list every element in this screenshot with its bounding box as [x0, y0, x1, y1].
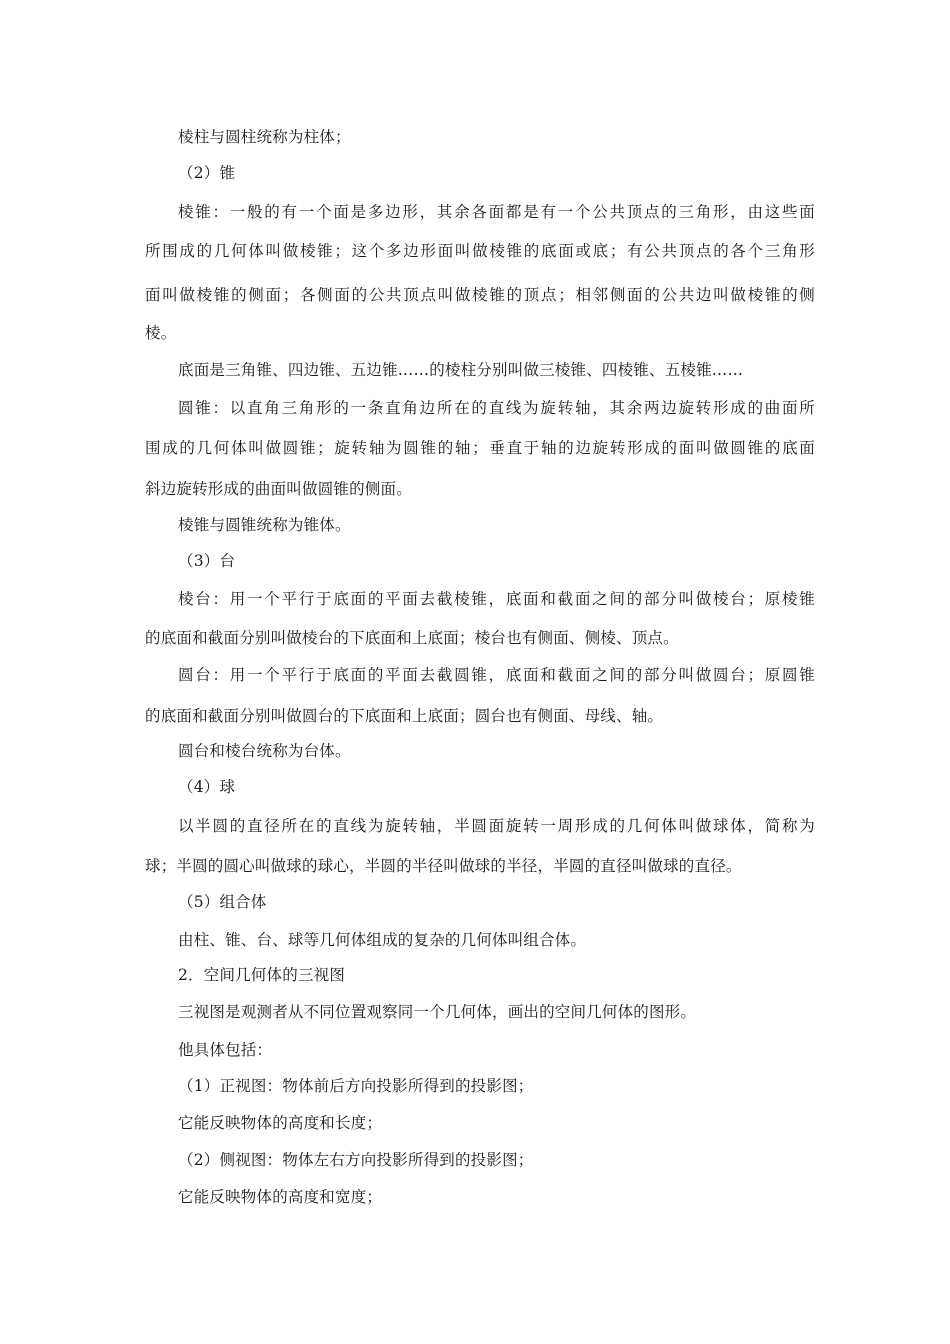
- paragraph-pyramid-line-3: 面叫做棱锥的侧面；各侧面的公共顶点叫做棱锥的顶点；相邻侧面的公共边叫做棱锥的侧: [145, 286, 815, 304]
- paragraph-pyramid-frustum-line-1: 棱台：用一个平行于底面的平面去截棱锥，底面和截面之间的部分叫做棱台；原棱锥: [178, 590, 815, 608]
- paragraph-sphere-line-1: 以半圆的直径所在的直线为旋转轴，半圆面旋转一周形成的几何体叫做球体，简称为: [178, 817, 815, 835]
- paragraph-pyramid-line-2: 所围成的几何体叫做棱锥；这个多边形面叫做棱锥的底面或底；有公共顶点的各个三角形: [145, 242, 815, 260]
- section-heading-three-views: 2．空间几何体的三视图: [178, 966, 346, 984]
- text-line-cylinder-summary: 棱柱与圆柱统称为柱体；: [178, 128, 351, 146]
- paragraph-circular-cone-line-3: 斜边旋转形成的曲面叫做圆锥的侧面。: [145, 480, 412, 498]
- paragraph-pyramid-bases: 底面是三角锥、四边锥、五边锥……的棱柱分别叫做三棱锥、四棱锥、五棱锥……: [178, 361, 744, 379]
- paragraph-cone-frustum-line-2: 的底面和截面分别叫做圆台的下底面和上底面；圆台也有侧面、母线、轴。: [145, 707, 664, 725]
- paragraph-three-views-definition: 三视图是观测者从不同位置观察同一个几何体，画出的空间几何体的图形。: [178, 1003, 697, 1021]
- section-heading-composite: （5）组合体: [178, 893, 267, 911]
- paragraph-pyramid-frustum-line-2: 的底面和截面分别叫做棱台的下底面和上底面；棱台也有侧面、侧棱、顶点。: [145, 629, 679, 647]
- paragraph-composite: 由柱、锥、台、球等几何体组成的复杂的几何体叫组合体。: [178, 931, 587, 949]
- text-line-front-view: （1）正视图：物体前后方向投影所得到的投影图；: [178, 1077, 534, 1095]
- text-line-includes: 他具体包括：: [178, 1041, 273, 1059]
- text-line-front-view-note: 它能反映物体的高度和长度；: [178, 1114, 383, 1132]
- text-line-side-view-note: 它能反映物体的高度和宽度；: [178, 1188, 383, 1206]
- paragraph-sphere-line-2: 球；半圆的圆心叫做球的球心，半圆的半径叫做球的半径，半圆的直径叫做球的直径。: [145, 857, 742, 875]
- paragraph-circular-cone-line-1: 圆锥：以直角三角形的一条直角边所在的直线为旋转轴，其余两边旋转形成的曲面所: [178, 399, 815, 417]
- paragraph-circular-cone-line-2: 围成的几何体叫做圆锥；旋转轴为圆锥的轴；垂直于轴的边旋转形成的面叫做圆锥的底面: [145, 439, 815, 457]
- section-heading-frustum: （3）台: [178, 552, 236, 570]
- paragraph-pyramid-line-1: 棱锥：一般的有一个面是多边形，其余各面都是有一个公共顶点的三角形，由这些面: [178, 203, 815, 221]
- paragraph-pyramid-line-4: 棱。: [145, 324, 177, 342]
- paragraph-cone-frustum-line-1: 圆台：用一个平行于底面的平面去截圆锥，底面和截面之间的部分叫做圆台；原圆锥: [178, 666, 815, 684]
- section-heading-cone: （2）锥: [178, 164, 236, 182]
- section-heading-sphere: （4）球: [178, 778, 236, 796]
- text-line-side-view: （2）侧视图：物体左右方向投影所得到的投影图；: [178, 1151, 534, 1169]
- text-line-frustum-summary: 圆台和棱台统称为台体。: [178, 742, 351, 760]
- text-line-cone-summary: 棱锥与圆锥统称为锥体。: [178, 516, 351, 534]
